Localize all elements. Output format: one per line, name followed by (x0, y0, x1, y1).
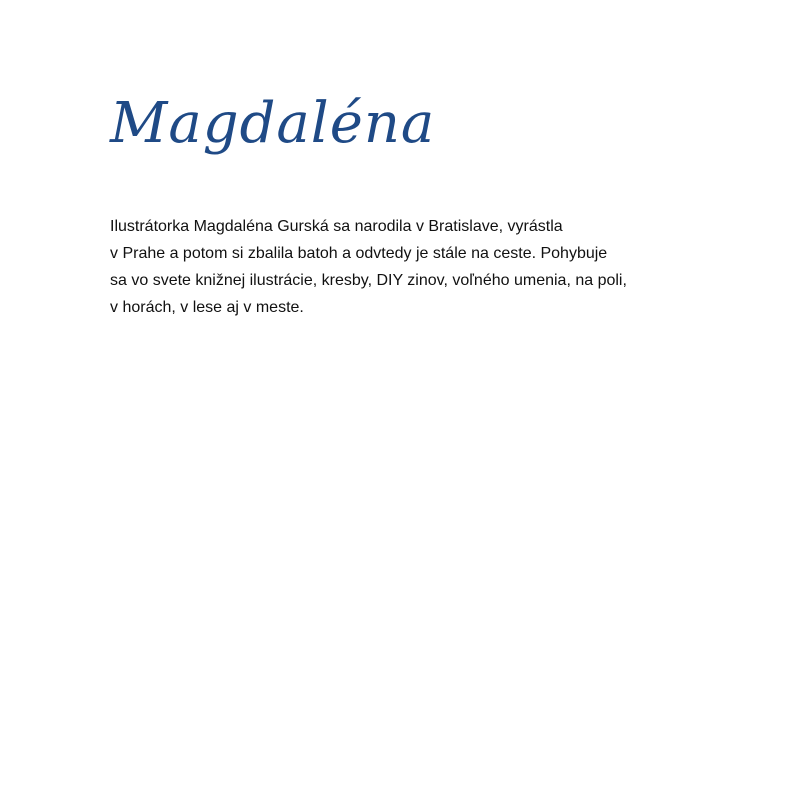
bio-line: v Prahe a potom si zbalila batoh a odvtedy je stále na ceste. Pohybuje (110, 245, 608, 262)
bio-line: sa vo svete knižnej ilustrácie, kresby, DIY zinov, voľného umenia, na poli, (110, 272, 627, 289)
page-title: Magdaléna (110, 91, 436, 156)
bio-paragraph (110, 213, 710, 321)
bio-line: Ilustrátorka Magdaléna Gurská sa narodila v Bratislave, vyrástla (110, 218, 563, 235)
bio-line: v horách, v lese aj v meste. (110, 299, 304, 316)
